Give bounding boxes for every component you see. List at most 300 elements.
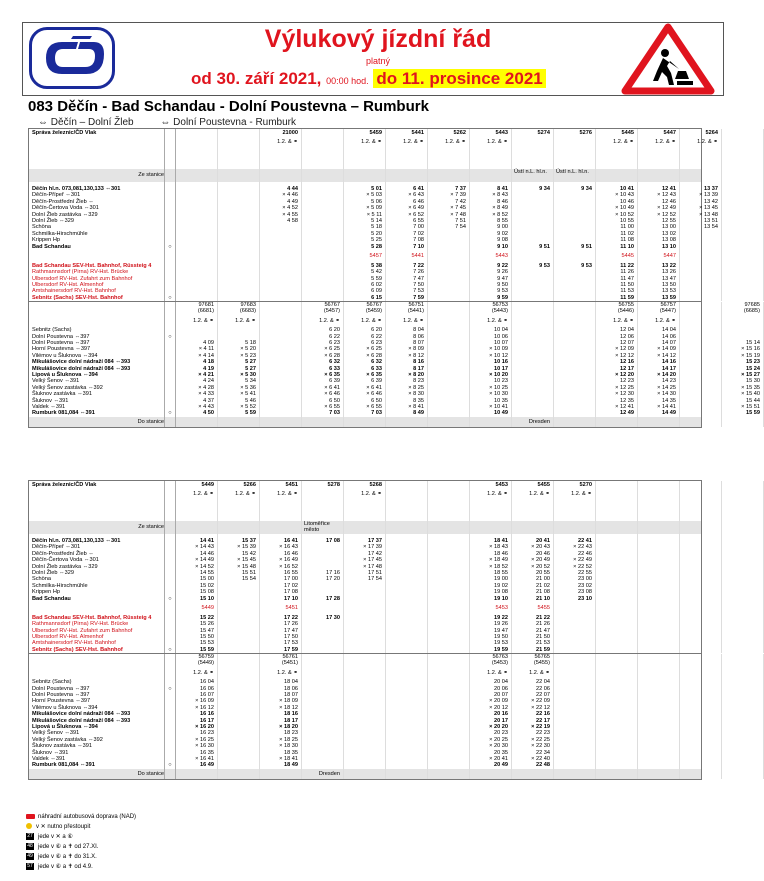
- subsection-b: ⇔ Dolní Poustevna - Rumburk: [160, 117, 297, 128]
- time-cell: × 7 45: [428, 205, 470, 211]
- time-cell: 1.2. & ⚭: [302, 315, 344, 327]
- time-cell: 12 07: [596, 340, 638, 346]
- time-cell: [386, 499, 428, 521]
- time-cell: [218, 667, 260, 679]
- station-name: Šluknov zastávka ⇔391: [29, 391, 165, 397]
- time-cell: 9 51: [554, 244, 596, 250]
- time-cell: × 20 43: [512, 544, 554, 550]
- time-cell: [722, 667, 764, 679]
- time-cell: × 14 41: [638, 404, 680, 410]
- time-cell: 9 53: [512, 263, 554, 269]
- time-cell: [680, 417, 722, 427]
- time-cell: [512, 137, 554, 147]
- station-name: Sebnitz (Sachs): [29, 327, 165, 333]
- time-cell: 6 32: [302, 359, 344, 365]
- time-cell: (6683): [218, 308, 260, 315]
- station-name: Dolní Poustevna ⇔397: [29, 686, 165, 692]
- time-cell: 1.2. & ⚭: [344, 315, 386, 327]
- time-cell: 13 00: [638, 224, 680, 230]
- time-cell: 21 50: [512, 634, 554, 640]
- time-cell: [302, 169, 344, 182]
- time-cell: 1.2. & ⚭: [554, 489, 596, 499]
- time-cell: 22 48: [512, 762, 554, 768]
- station-name: Rathmannsdorf (Pirna) RV-Hst. Brücke: [29, 269, 165, 275]
- time-cell: 5266: [218, 481, 260, 489]
- time-cell: 8 23: [386, 378, 428, 384]
- time-cell: 6 15: [344, 295, 386, 301]
- time-cell: 1.2. & ⚭: [260, 137, 302, 147]
- time-cell: × 10 20: [470, 372, 512, 378]
- time-cell: [722, 489, 764, 499]
- time-cell: 6 33: [302, 366, 344, 372]
- time-cell: 13 47: [638, 276, 680, 282]
- time-cell: [302, 147, 344, 169]
- time-cell: 1.2. & ⚭: [176, 489, 218, 499]
- station-marker: [165, 660, 176, 667]
- time-cell: [218, 521, 260, 534]
- time-cell: × 4 28: [176, 385, 218, 391]
- time-cell: [596, 147, 638, 169]
- station-name: [29, 499, 165, 521]
- time-cell: 16 46: [260, 551, 302, 557]
- time-cell: × 16 43: [260, 544, 302, 550]
- time-cell: 18 17: [260, 718, 302, 724]
- time-cell: [218, 137, 260, 147]
- mid-paren-row: [29, 660, 701, 667]
- station-name: [29, 308, 165, 315]
- time-cell: 14 41: [176, 538, 218, 544]
- time-cell: 4 19: [176, 366, 218, 372]
- time-cell: 15 37: [218, 538, 260, 544]
- time-cell: 6 02: [344, 282, 386, 288]
- time-cell: [386, 481, 428, 489]
- time-cell: 6 23: [344, 340, 386, 346]
- time-cell: [218, 602, 260, 615]
- time-cell: [722, 602, 764, 615]
- time-cell: × 8 52: [470, 212, 512, 218]
- time-cell: 13 53: [638, 288, 680, 294]
- time-cell: 12 04: [596, 327, 638, 333]
- time-cell: [596, 602, 638, 615]
- time-cell: × 14 30: [638, 391, 680, 397]
- time-cell: 14 07: [638, 340, 680, 346]
- time-cell: 4 44: [260, 186, 302, 192]
- time-cell: [554, 250, 596, 263]
- time-cell: × 15 19: [722, 353, 764, 359]
- station-name: Lipová u Šluknova ⇔394: [29, 724, 165, 730]
- time-cell: [512, 315, 554, 327]
- time-cell: 1.2. & ⚭: [386, 137, 428, 147]
- time-cell: [596, 481, 638, 489]
- time-cell: 1.2. & ⚭: [470, 315, 512, 327]
- time-cell: × 5 52: [218, 404, 260, 410]
- train-number-row: [29, 481, 701, 489]
- time-cell: [218, 660, 260, 667]
- time-cell: 11 53: [596, 288, 638, 294]
- time-cell: 20 16: [470, 711, 512, 717]
- time-cell: 1.2. & ⚭: [512, 667, 554, 679]
- time-cell: × 10 41: [470, 404, 512, 410]
- time-cell: 17 47: [260, 628, 302, 634]
- time-cell: [470, 521, 512, 534]
- station-name: Děčín-Prostřední Žleb ⇔: [29, 199, 165, 205]
- time-cell: 11 59: [596, 295, 638, 301]
- time-cell: × 20 49: [512, 557, 554, 563]
- time-cell: [722, 295, 764, 301]
- time-cell: 23 00: [554, 576, 596, 582]
- station-name: Děčín-Prostřední Žleb ⇔: [29, 551, 165, 557]
- time-cell: 9 02: [470, 231, 512, 237]
- time-cell: 10 41: [596, 186, 638, 192]
- time-cell: [176, 769, 218, 779]
- time-cell: (5457): [302, 308, 344, 315]
- time-cell: × 7 48: [428, 212, 470, 218]
- time-cell: 17 30: [302, 615, 344, 621]
- time-cell: [596, 169, 638, 182]
- station-marker: [165, 417, 176, 427]
- time-cell: 15 59: [722, 410, 764, 416]
- page-title: Výlukový jízdní řád: [264, 25, 492, 53]
- note-bus: [26, 812, 136, 822]
- time-cell: × 18 09: [260, 698, 302, 704]
- time-cell: 5449: [176, 602, 218, 615]
- time-cell: 22 17: [512, 718, 554, 724]
- time-cell: [344, 169, 386, 182]
- time-cell: 18 35: [260, 750, 302, 756]
- time-cell: 5 14: [344, 218, 386, 224]
- time-cell: (5449): [176, 660, 218, 667]
- time-cell: 11 00: [596, 224, 638, 230]
- time-cell: [302, 250, 344, 263]
- time-cell: [218, 169, 260, 182]
- time-cell: 17 37: [344, 538, 386, 544]
- time-cell: 13 50: [638, 282, 680, 288]
- time-cell: 13 59: [638, 295, 680, 301]
- time-cell: 1.2. & ⚭: [218, 489, 260, 499]
- time-cell: [260, 315, 302, 327]
- time-cell: [302, 602, 344, 615]
- time-cell: 8 55: [470, 218, 512, 224]
- time-cell: × 18 12: [260, 705, 302, 711]
- time-cell: × 8 43: [470, 192, 512, 198]
- time-cell: 4 37: [176, 398, 218, 404]
- time-cell: [260, 499, 302, 521]
- time-cell: 14 55: [176, 570, 218, 576]
- time-cell: [554, 769, 596, 779]
- time-cell: 21 26: [512, 621, 554, 627]
- station-name: Děčín-Přípeř ⇔301: [29, 544, 165, 550]
- time-cell: × 18 20: [260, 724, 302, 730]
- time-cell: 15 22: [176, 615, 218, 621]
- time-cell: 21 22: [512, 615, 554, 621]
- time-cell: 15 59: [176, 647, 218, 653]
- station-marker: ○: [165, 334, 176, 340]
- time-cell: 5447: [638, 129, 680, 137]
- time-cell: 7 37: [428, 186, 470, 192]
- time-cell: [344, 499, 386, 521]
- time-cell: 12 55: [638, 218, 680, 224]
- time-cell: × 6 46: [344, 391, 386, 397]
- note-transfer: [26, 822, 136, 832]
- time-cell: 13 22: [638, 263, 680, 269]
- time-cell: 5 27: [218, 359, 260, 365]
- time-cell: 17 28: [302, 596, 344, 602]
- time-cell: 5 59: [218, 410, 260, 416]
- time-cell: 15 14: [722, 340, 764, 346]
- station-name: Ulbersdorf RV-Hst. Almenhof: [29, 282, 165, 288]
- station-name: Šluknov zastávka ⇔391: [29, 743, 165, 749]
- note-48-icon: 48: [27, 842, 33, 849]
- time-cell: 23 08: [554, 589, 596, 595]
- time-cell: [428, 308, 470, 315]
- station-name: Mikulášovice dolní nádraží 084 ⇔393: [29, 711, 165, 717]
- time-cell: 14 23: [638, 378, 680, 384]
- time-cell: 8 17: [386, 366, 428, 372]
- time-cell: [554, 499, 596, 521]
- time-cell: 6 20: [344, 327, 386, 333]
- time-cell: [218, 499, 260, 521]
- time-cell: (5441): [386, 308, 428, 315]
- time-cell: 1.2. & ⚭: [428, 137, 470, 147]
- station-name: Schmilka-Hirschmühle: [29, 583, 165, 589]
- time-cell: 6 23: [302, 340, 344, 346]
- time-cell: [722, 647, 764, 653]
- time-cell: × 6 55: [344, 404, 386, 410]
- time-cell: 5447: [638, 250, 680, 263]
- time-cell: [470, 169, 512, 182]
- time-cell: [554, 308, 596, 315]
- subsection-a-text: Děčín – Dolní Žleb: [50, 117, 134, 128]
- time-cell: [722, 769, 764, 779]
- time-cell: 19 59: [470, 647, 512, 653]
- time-cell: × 15 39: [218, 544, 260, 550]
- station-marker: [165, 169, 176, 182]
- time-cell: × 5 11: [344, 212, 386, 218]
- time-cell: 7 59: [386, 295, 428, 301]
- note-57: [26, 862, 136, 872]
- time-cell: 5453: [470, 481, 512, 489]
- time-cell: × 22 30: [512, 743, 554, 749]
- station-name: Děčín hl.n. 073,081,130,133 ⇔301: [29, 186, 165, 192]
- time-cell: 12 06: [596, 334, 638, 340]
- time-cell: × 18 41: [260, 756, 302, 762]
- time-cell: 9 26: [470, 269, 512, 275]
- time-cell: × 18 25: [260, 737, 302, 743]
- time-cell: [344, 667, 386, 679]
- time-cell: 22 16: [512, 711, 554, 717]
- time-cell: 5459: [344, 129, 386, 137]
- station-name: Lipová u Šluknova ⇔394: [29, 372, 165, 378]
- time-cell: × 12 49: [638, 205, 680, 211]
- time-cell: 7 10: [386, 244, 428, 250]
- time-cell: × 8 25: [386, 385, 428, 391]
- mid-paren-row: [29, 308, 760, 315]
- station-name: Bad Schandau: [29, 244, 165, 250]
- time-cell: [428, 660, 470, 667]
- time-cell: [680, 481, 722, 489]
- time-cell: [302, 667, 344, 679]
- time-cell: 22 34: [512, 750, 554, 756]
- time-cell: [428, 769, 470, 779]
- time-cell: [218, 129, 260, 137]
- time-cell: [722, 481, 764, 489]
- station-name: Dolní Žleb ⇔329: [29, 570, 165, 576]
- time-cell: 20 41: [512, 538, 554, 544]
- time-cell: [302, 129, 344, 137]
- time-cell: × 17 45: [344, 557, 386, 563]
- time-cell: 9 34: [554, 186, 596, 192]
- station-name: Děčín hl.n. 073,081,130,133 ⇔301: [29, 538, 165, 544]
- mid-train-row: [29, 653, 701, 660]
- time-from: 00:00 hod.: [326, 76, 369, 86]
- time-cell: 13 08: [638, 237, 680, 243]
- time-cell: [260, 308, 302, 315]
- station-name: Velký Šenov zastávka ⇔392: [29, 737, 165, 743]
- station-name: Mikulášovice dolní nádraží 084 ⇔393: [29, 718, 165, 724]
- time-cell: 5 20: [344, 231, 386, 237]
- station-name: Šluknov ⇔391: [29, 398, 165, 404]
- time-cell: × 4 21: [176, 372, 218, 378]
- time-cell: × 16 20: [176, 724, 218, 730]
- time-cell: × 17 39: [344, 544, 386, 550]
- time-cell: 56753: [470, 302, 512, 308]
- time-cell: 8 46: [470, 199, 512, 205]
- time-cell: × 8 49: [470, 205, 512, 211]
- time-cell: 7 53: [386, 288, 428, 294]
- station-name: Ulbersdorf RV-Hst. Zufahrt zum Bahnhof: [29, 276, 165, 282]
- time-cell: 17 53: [260, 640, 302, 646]
- time-cell: (5443): [470, 308, 512, 315]
- station-marker: [165, 315, 176, 327]
- time-cell: 8 35: [386, 398, 428, 404]
- time-cell: [722, 250, 764, 263]
- time-cell: 21 08: [512, 589, 554, 595]
- station-name: Ulbersdorf RV-Hst. Almenhof: [29, 634, 165, 640]
- timetable-part-2: [28, 480, 702, 780]
- time-cell: 6 41: [386, 186, 428, 192]
- time-cell: 5 27: [218, 366, 260, 372]
- time-cell: 10 23: [470, 378, 512, 384]
- time-cell: 5455: [512, 481, 554, 489]
- time-cell: [554, 660, 596, 667]
- time-cell: 14 35: [638, 398, 680, 404]
- time-cell: [386, 147, 428, 169]
- time-cell: [680, 660, 722, 667]
- time-cell: 4 09: [176, 340, 218, 346]
- time-cell: 10 06: [470, 334, 512, 340]
- route-title: [28, 98, 429, 115]
- timetable-header: [22, 22, 724, 96]
- time-cell: [638, 660, 680, 667]
- station-name: Dolní Žleb zastávka ⇔329: [29, 564, 165, 570]
- time-cell: 56763: [470, 654, 512, 660]
- time-cell: × 10 52: [596, 212, 638, 218]
- time-cell: [722, 660, 764, 667]
- time-cell: 4 58: [260, 218, 302, 224]
- time-cell: 1.2. & ⚭: [344, 137, 386, 147]
- time-cell: [428, 169, 470, 182]
- time-cell: 19 10: [470, 596, 512, 602]
- time-cell: 22 23: [512, 730, 554, 736]
- time-cell: 10 49: [470, 410, 512, 416]
- station-marker: [165, 769, 176, 779]
- time-cell: 15 24: [722, 366, 764, 372]
- time-cell: 21 47: [512, 628, 554, 634]
- station-name: Amtshainersdorf RV-Hst. Bahnhof: [29, 640, 165, 646]
- time-cell: 4 50: [176, 410, 218, 416]
- note-48-text: jede v ⑥ a ✝ od 27.XI.: [38, 844, 99, 850]
- time-cell: 10 16: [470, 359, 512, 365]
- time-cell: 20 49: [470, 762, 512, 768]
- time-cell: Litoměřice město: [302, 521, 344, 534]
- time-cell: × 17 48: [344, 564, 386, 570]
- time-cell: 12 23: [596, 378, 638, 384]
- time-cell: 1.2. & ⚭: [176, 667, 218, 679]
- time-cell: 5274: [512, 129, 554, 137]
- time-cell: 13 26: [638, 269, 680, 275]
- time-cell: 17 00: [260, 576, 302, 582]
- time-cell: × 22 43: [554, 544, 596, 550]
- time-cell: [260, 417, 302, 427]
- time-cell: × 6 49: [386, 205, 428, 211]
- time-cell: × 6 28: [302, 353, 344, 359]
- time-cell: 21 02: [512, 583, 554, 589]
- time-cell: × 6 25: [344, 346, 386, 352]
- time-cell: [176, 521, 218, 534]
- station-name: Krippen Hp: [29, 237, 165, 243]
- time-cell: [428, 667, 470, 679]
- time-cell: × 18 49: [470, 557, 512, 563]
- time-cell: 11 10: [596, 244, 638, 250]
- time-cell: × 20 12: [470, 705, 512, 711]
- time-cell: × 20 25: [470, 737, 512, 743]
- time-cell: × 5 09: [344, 205, 386, 211]
- station-name: Valdek ⇔391: [29, 756, 165, 762]
- time-cell: [386, 417, 428, 427]
- time-cell: × 13 39: [680, 192, 722, 198]
- station-name: [29, 315, 165, 327]
- station-name: Šluknov ⇔391: [29, 750, 165, 756]
- station-name: Bad Schandau SEV-Hst. Bahnhof, Rüssteig 4: [29, 263, 165, 269]
- time-cell: [260, 147, 302, 169]
- station-marker: [165, 137, 176, 147]
- time-cell: 18 46: [470, 551, 512, 557]
- time-cell: [512, 521, 554, 534]
- time-cell: [722, 499, 764, 521]
- time-cell: 5 42: [344, 269, 386, 275]
- station-name: [29, 602, 165, 615]
- cd-logo: [29, 27, 115, 89]
- time-cell: × 16 41: [176, 756, 218, 762]
- time-cell: × 4 46: [260, 192, 302, 198]
- time-cell: [554, 417, 596, 427]
- time-cell: [428, 417, 470, 427]
- time-cell: [554, 602, 596, 615]
- route-subsections: [38, 117, 320, 128]
- station-name: [29, 137, 165, 147]
- time-cell: 22 07: [512, 692, 554, 698]
- time-cell: × 16 12: [176, 705, 218, 711]
- time-cell: [512, 769, 554, 779]
- time-cell: [680, 308, 722, 315]
- station-marker: ○: [165, 244, 176, 250]
- time-cell: [596, 667, 638, 679]
- time-cell: [344, 660, 386, 667]
- time-cell: 6 50: [344, 398, 386, 404]
- time-cell: 13 02: [638, 231, 680, 237]
- time-cell: [722, 315, 764, 327]
- time-cell: 1.2. & ⚭: [512, 489, 554, 499]
